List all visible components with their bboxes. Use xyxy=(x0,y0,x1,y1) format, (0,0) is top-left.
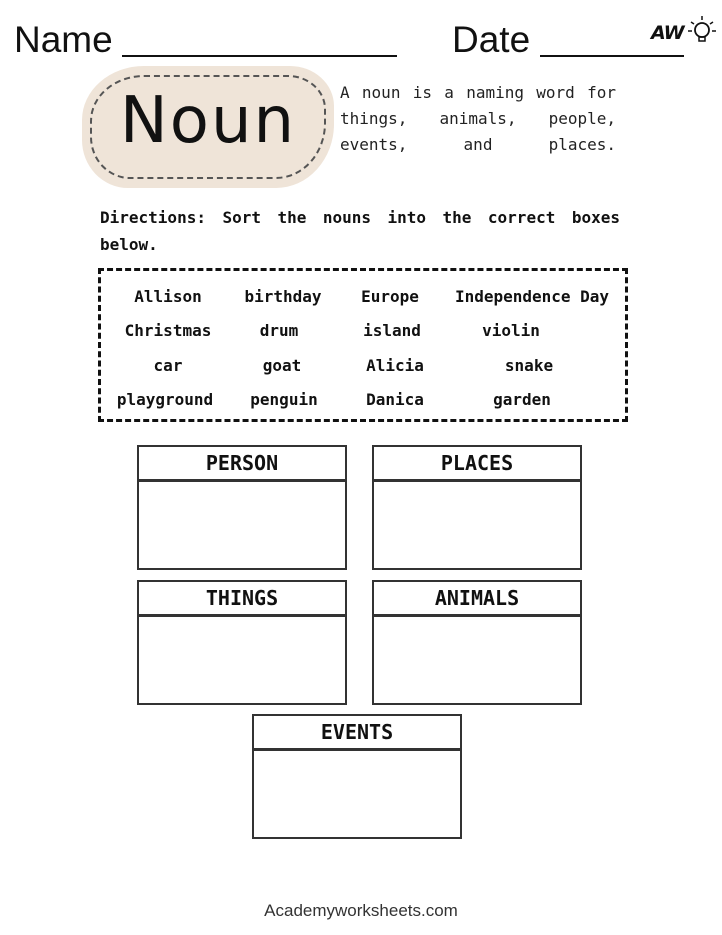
word-bank-item: Europe xyxy=(361,287,419,306)
word-bank-item: Independence Day xyxy=(454,287,610,306)
noun-title-badge xyxy=(82,66,334,188)
category-label-person: PERSON xyxy=(139,447,345,482)
category-label-events: EVENTS xyxy=(254,716,460,751)
date-field-line[interactable] xyxy=(540,55,684,57)
category-box-events[interactable] xyxy=(252,714,462,839)
word-bank-item: violin xyxy=(482,321,540,340)
directions-text: Directions: Sort the nouns into the correct boxes below. xyxy=(100,208,620,254)
word-bank-item: island xyxy=(363,321,421,340)
word-bank-item: playground xyxy=(116,390,214,409)
category-label-things: THINGS xyxy=(139,582,345,617)
word-bank-item: Allison xyxy=(134,287,202,306)
word-bank-item: birthday xyxy=(244,287,322,306)
page-title: Noun xyxy=(119,84,297,158)
word-bank-item: Christmas xyxy=(124,321,212,340)
word-bank-item: Danica xyxy=(366,390,424,409)
name-field-line[interactable] xyxy=(122,55,397,57)
noun-definition: A noun is a naming word for things, animals, people, events, and places. xyxy=(340,83,616,154)
date-label: Date xyxy=(452,19,531,60)
word-bank-item: drum xyxy=(259,321,299,340)
category-label-places: PLACES xyxy=(374,447,580,482)
footer-source: Academyworksheets.com xyxy=(264,901,458,920)
lightbulb-icon xyxy=(687,14,717,48)
word-bank-item: car xyxy=(153,356,183,375)
category-box-places[interactable] xyxy=(372,445,582,570)
word-bank-item: snake xyxy=(504,356,554,375)
name-label: Name xyxy=(14,19,113,60)
category-box-person[interactable] xyxy=(137,445,347,570)
word-bank-item: garden xyxy=(493,390,551,409)
aw-logo xyxy=(651,14,717,50)
word-bank-item: penguin xyxy=(250,390,318,409)
category-box-things[interactable] xyxy=(137,580,347,705)
category-box-animals[interactable] xyxy=(372,580,582,705)
word-bank-item: goat xyxy=(262,356,302,375)
word-bank xyxy=(98,268,628,422)
word-bank-item: Alicia xyxy=(366,356,424,375)
logo-text: AW xyxy=(651,22,684,44)
category-label-animals: ANIMALS xyxy=(374,582,580,617)
